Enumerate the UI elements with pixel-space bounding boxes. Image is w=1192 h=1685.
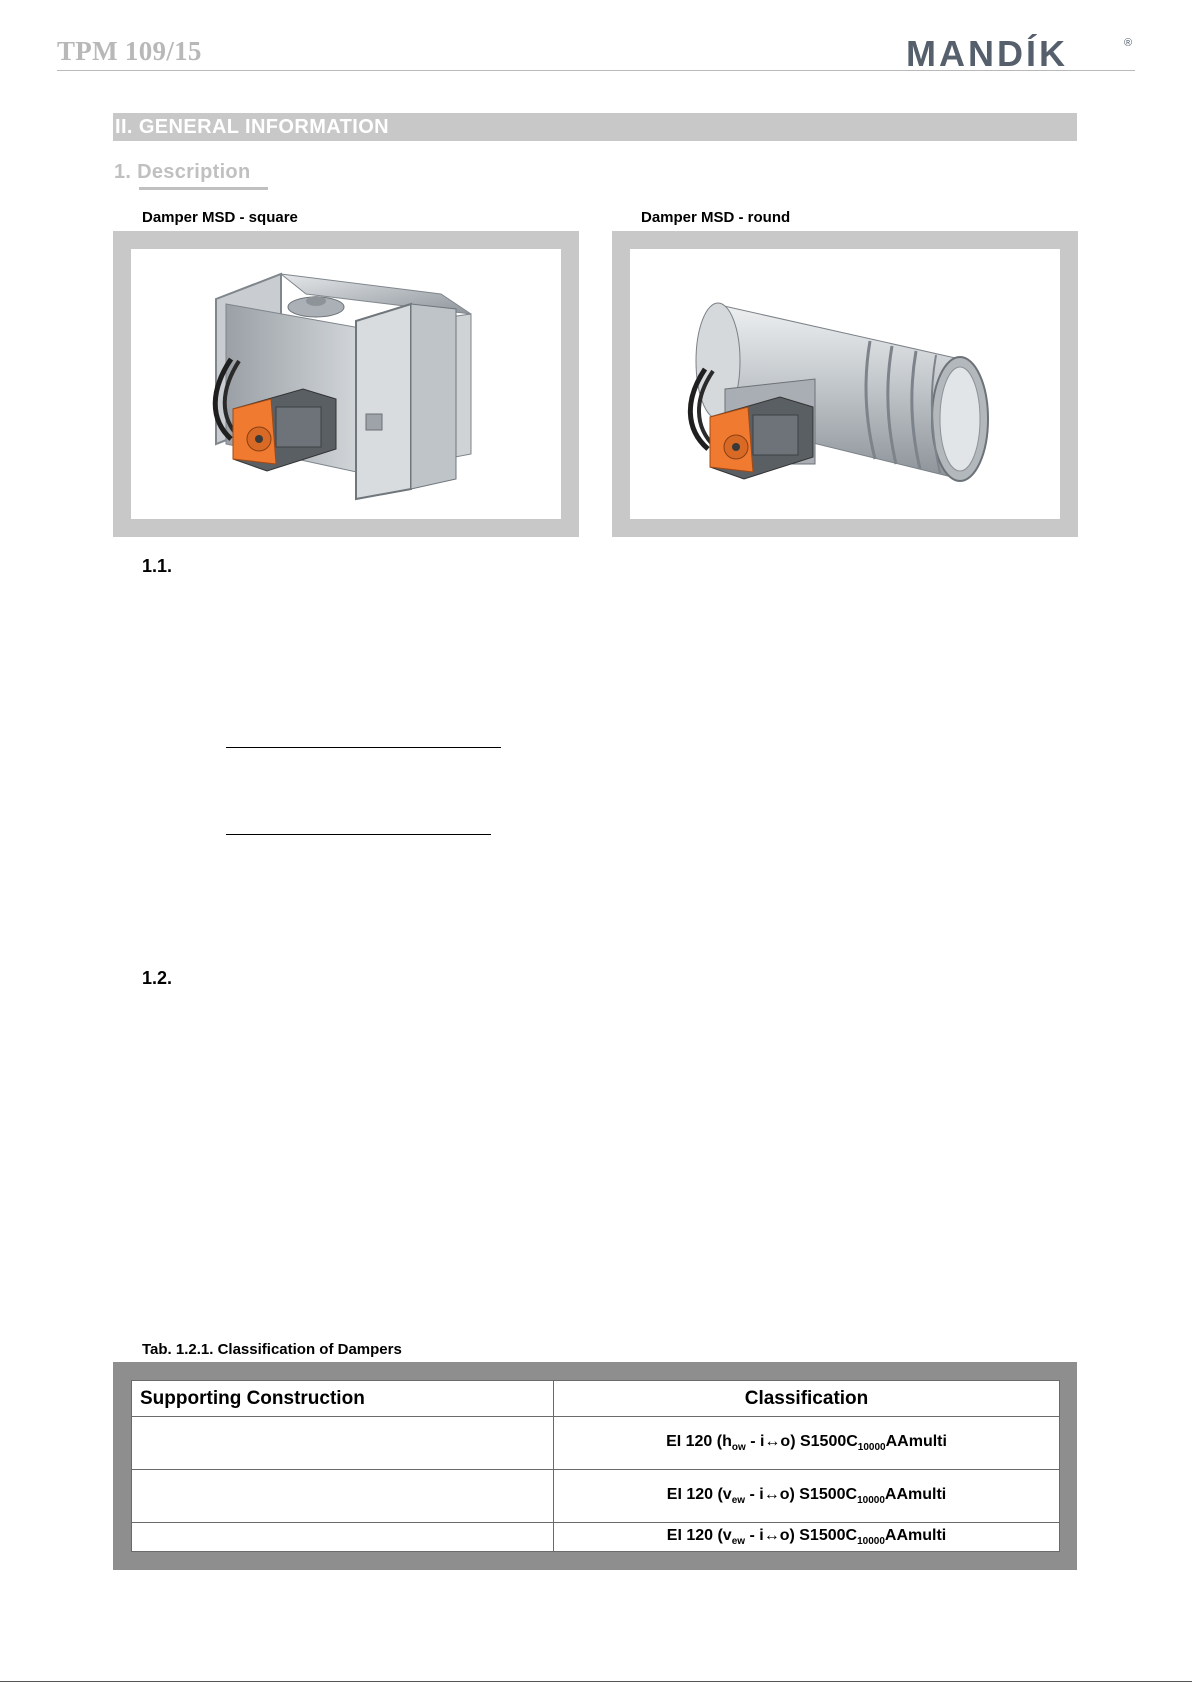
figure-caption-round: Damper MSD - round	[641, 209, 791, 226]
header-supporting-construction: Supporting Construction	[132, 1381, 554, 1417]
figure-caption-square: Damper MSD - square	[142, 209, 298, 226]
table-row	[132, 1470, 1060, 1523]
header-classification: Classification	[554, 1381, 1060, 1417]
table-frame	[113, 1362, 1077, 1570]
table-row	[132, 1523, 1060, 1552]
footer-divider	[0, 1681, 1192, 1682]
subsection-title: 1. Description	[114, 161, 251, 183]
table-row	[132, 1417, 1060, 1470]
section-band	[113, 113, 1077, 141]
paragraph-number-1-2: 1.2.	[142, 968, 173, 988]
table-caption: Tab. 1.2.1. Classification of Dampers	[142, 1341, 402, 1358]
construction-cell	[132, 1523, 554, 1552]
round-damper-image	[630, 249, 1060, 519]
construction-cell	[132, 1417, 554, 1470]
classification-cell: EI 120 ($v_{ew}$ - i↔o) $S1500C_{10000}AAmulti$	[554, 1523, 1060, 1552]
subsection-underline	[139, 187, 268, 190]
underline-1	[226, 747, 501, 748]
classification-cell: EI 120 ($v_{ew}$ - i↔o) $S1500C_{10000}AAmulti$	[554, 1470, 1060, 1523]
square-damper-image	[131, 249, 561, 519]
logo-text: MANDÍK	[906, 33, 1068, 72]
construction-cell	[132, 1470, 554, 1523]
classification-table	[131, 1380, 1060, 1552]
underline-2	[226, 834, 491, 835]
paragraph-number-1-1: 1.1.	[142, 556, 173, 576]
table-header-row	[132, 1381, 1060, 1417]
registered-mark: ®	[1124, 37, 1133, 49]
figure-frame-square	[113, 231, 579, 537]
document-code: TPM 109/15	[57, 36, 202, 66]
section-title: II. GENERAL INFORMATION	[115, 116, 390, 138]
figure-frame-round	[612, 231, 1078, 537]
classification-cell: EI 120 ($h_{ow}$ - i↔o) $S1500C_{10000}AAmulti$	[554, 1417, 1060, 1470]
header-divider	[57, 70, 1135, 71]
mandik-logo	[906, 32, 1136, 72]
